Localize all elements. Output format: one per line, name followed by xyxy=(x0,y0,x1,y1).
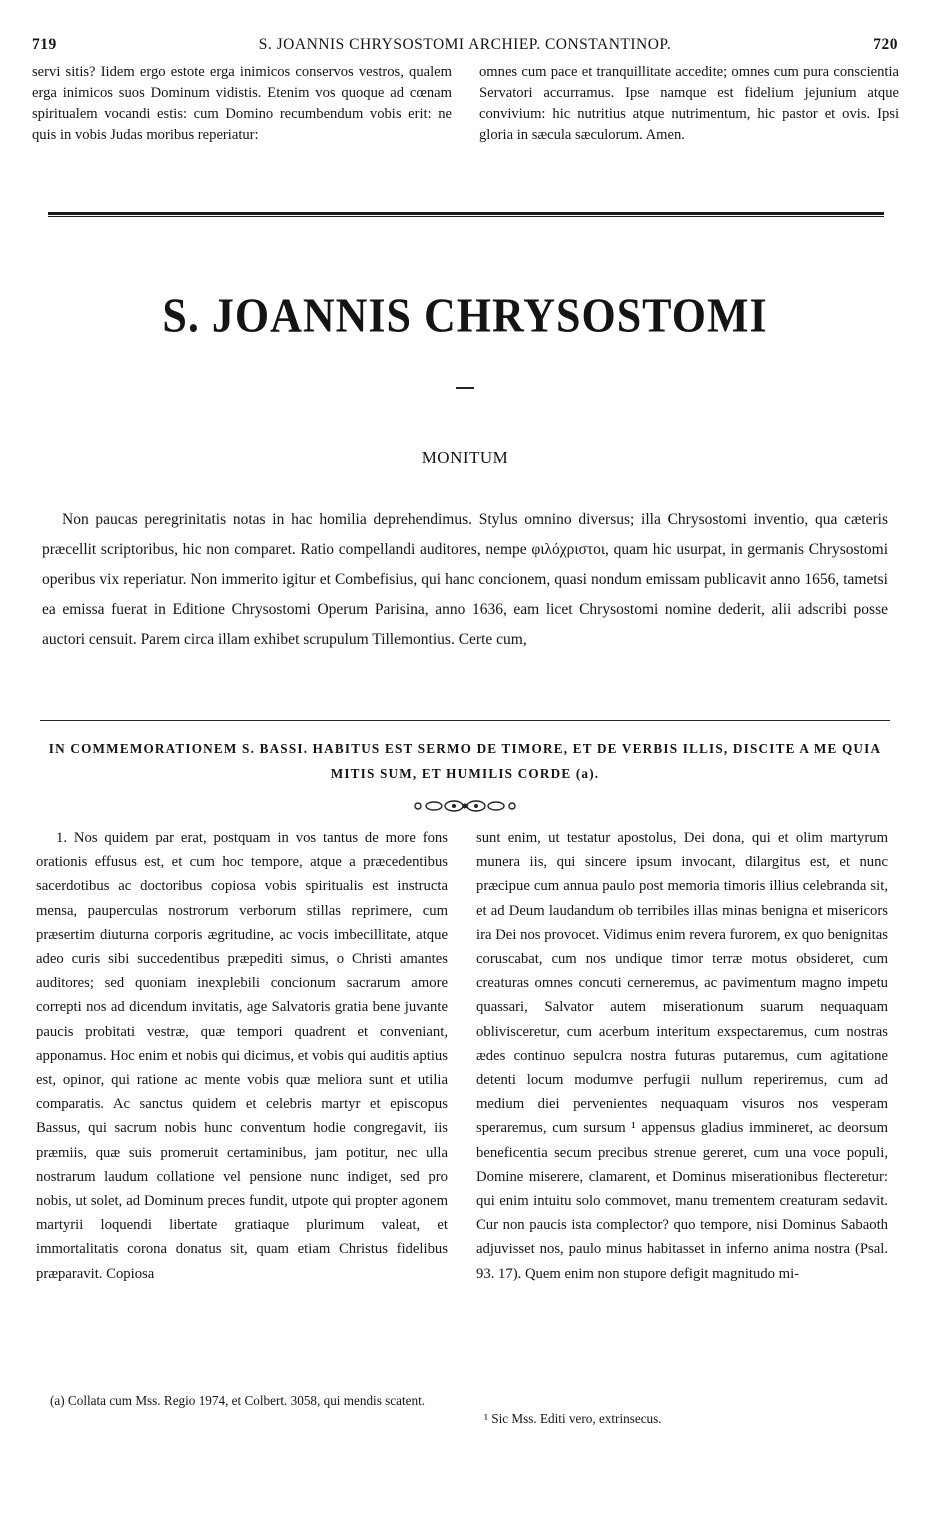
body-text-left: 1. Nos quidem par erat, postquam in vos tantus de more fons orationis effusus est, et cum hoc tempore, atque a præcedentibus sacerdotibus ac doctoribus copiosa vobis spiritualis est instructa mensa, pauperculas nostrorum verborum stillas reprimere, cum præsertim diuturna corporis ægritudine, ac vocis imbecillitate, atque adeo curis sibi succedentibus præpediti simus, o Christi amantes auditores; sed quoniam inexplebili concionum sacrarum amore correpti nos ad dicendum invitatis, age Salvatoris gratia bene juvante paucis probitati vestræ, quæ tempori quadrent et conveniant, apponamus. Hoc enim et nobis qui dicimus, et vobis qui auditis aptius est, opinor, qui ratione ac mente vobis quæ meliora sunt et utilia comparatis. Ac sanctus quidem et celebris martyr et episcopus Bassus, qui sacrum nobis hunc conventum hodie congregavit, iis præmiis, quæ suis promeruit certaminibus, jam potitur, nec ulla nostrarum laudum collatione vel pensione nunc indiget, sed pro nobis, ut solet, ad Dominum preces fundit, utpote qui propter agonem martyrii loquendi libertate gratiaque plurimum valeat, et immortalitatis corona donatus sit, quam etiam Christus fidelibus præparavit. Copiosa xyxy=(36,830,448,1282)
body-left-column xyxy=(36,826,448,1286)
section-divider-rule xyxy=(48,212,884,217)
top-text-right: omnes cum pace et tranquillitate accedite; omnes cum pura conscientia Servatori accurramus. Ipse namque est fidelium jejunium atque convivium: hic nutritius atque nutrimentum, hic pastor et ovis. Ipsi gloria in sæcula sæculorum. Amen. xyxy=(479,64,899,143)
top-text-left: servi sitis? Iidem ergo estote erga inimicos conservos vestros, qualem erga inimicos suos Dominum vidistis. Etenim vos quoque ad cœnam spiritualem vocandi estis: cum Domino recumbendum vobis erit: ne quis in vobis Judas moribus reperiatur: xyxy=(32,64,452,143)
monitum-text: Non paucas peregrinitatis notas in hac homilia deprehendimus. Stylus omnino diversus; illa Chrysostomi inventio, qua cæteris præcellit scriptoribus, hic non comparet. Ratio compellandi auditores, nempe φιλόχριστοι, quam hic usurpat, in germanis Chrysostomi operibus vix reperiatur. Non immerito igitur et Combefisius, qui hanc concionem, quasi nondum emissam publicavit anno 1656, tametsi ea emissa fuerat in Editione Chrysostomi Operum Parisina, anno 1636, eam licet Chrysostomi nomine dederit, alii adscribi posse auctori censuit. Parem circa illam exhibet scrupulum Tillemontius. Certe cum, xyxy=(42,511,888,648)
top-text-right-column xyxy=(479,62,899,146)
title-dash xyxy=(456,387,474,389)
page-number-right: 720 xyxy=(873,36,898,53)
page-number-left: 719 xyxy=(32,36,57,53)
running-header xyxy=(32,36,898,56)
body-text-right: sunt enim, ut testatur apostolus, Dei dona, qui et olim martyrum munera iis, qui sincere ipsum invocant, dilargitus est, et nunc præcipue cum annua paulo post memoria timoris illius celebranda sit, et ad Deum laudandum ob terribiles illas minas benigna et misericors ira Dei nos provocet. Vidimus enim revera furorem, ex quo benignitas coruscabat, cum nos undique timor terræ motus obsideret, cum creaturas omnes concuti cerneremus, ac pavimentum magno impetu quassari, Salvator autem miserationum suarum nequaquam oblivisceretur, cum acerbum interitum exspectaremus, cum nostras ædes continuo sepulcra nostra futuras putaremus, cum agitatione detenti locum modumve perfugii nullum reperiremus, cum ad medium diei pervenientes nequaquam visuros nos vesperam speraremus, cum sursum ¹ appensus gladius immineret, ac deorsum beneficentia secum precibus strenue gereret, cum una voce populi, Domine miserere, clamarent, et Dominus miserationibus flecteretur: qui enim intuitu solo commovet, manu trementem creaturam sedavit. Cur non paucis ista complector? quo tempore, nisi Dominus Sabaoth adjuvisset nos, paulo minus habitasset in inferno anima nostra (Psal. 93. 17). Quem enim non stupore defigit magnitudo mi- xyxy=(476,830,888,1282)
ornament-icon xyxy=(412,798,518,814)
footnote-1: ¹ Sic Mss. Editi vero, extrinsecus. xyxy=(484,1411,662,1426)
body-right-column xyxy=(476,826,888,1286)
page-title: S. JOANNIS CHRYSOSTOMI xyxy=(162,288,768,343)
running-title: S. JOANNIS CHRYSOSTOMI ARCHIEP. CONSTANTINOP. xyxy=(258,36,672,53)
monitum-heading: MONITUM xyxy=(421,448,509,467)
monitum-divider-rule xyxy=(40,720,890,721)
top-text-left-column xyxy=(32,62,452,146)
sermon-title: IN COMMEMORATIONEM S. BASSI. HABITUS EST SERMO DE TIMORE, ET DE VERBIS ILLIS, DISCITE A ME QUIA MITIS SUM, ET HUMILIS CORDE (a). xyxy=(48,741,882,781)
footnote-a: (a) Collata cum Mss. Regio 1974, et Colbert. 3058, qui mendis scatent. xyxy=(50,1393,426,1408)
